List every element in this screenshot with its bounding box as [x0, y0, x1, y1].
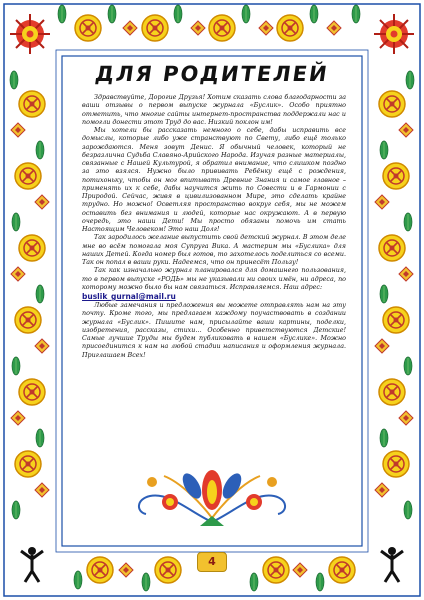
page-number-badge: 4: [197, 552, 227, 572]
person-figure-icon: [21, 547, 43, 582]
floral-ornament: [130, 452, 294, 534]
sun-symbol-icon: [10, 14, 50, 54]
page-title: ДЛЯ РОДИТЕЛЕЙ: [93, 62, 331, 86]
email-link[interactable]: buslik_gurnal@mail.ru: [82, 292, 176, 301]
paragraph: Мы хотели бы рассказать немного о себе, дабы исправить все домыслы, которые либо уже странствуют по Свету, либо ещё только зарождаются. Меня зовут Денис. Я обычный человек, который не безразлична Судьба Славяно-Арийского Народа. Изучая разные материалы, связанные с Нашей Культурой, я обратил внимание, что слишком поздно за это взялся. Нужно было прививать Ребёнку ещё с рождения, потихоньку, чтобы он мог впитывать Древние Знания и самое главное – применять их к себе, дабы научится жить по Совести и в Гармонии с Природой. Сейчас, живя в цивилизованном Мире, это сделать крайне трудно. Но можно! Осветляя пространство вокруг себя, мы не можем оставить без внимания и людей, которые нас окружают. А в первую очередь, это наши Дети! Мы просто обязаны помочь им стать Настоящим Человеком! Это наш Долг!: [82, 127, 346, 233]
paragraph: Любые замечания и предложения вы можете отправлять нам на эту почту. Кроме того, мы предлагаем каждому поучаствовать в создании журнала «Буслик». Пишите нам, присылайте ваши картины, поделки, изобретения, рассказы, стихи… Особенно приветствуются Детские! Самые лучшие Труды мы будем публиковать в нашем «Буслике». Можно присоединится к нам на любой стадии написания и оформления журнала. Приглашаем Всех!: [82, 302, 346, 359]
sun-symbol-icon: [374, 14, 414, 54]
person-figure-icon: [381, 547, 403, 582]
paragraph: Так как изначально журнал планировался для домашнего пользования, то в первом выпуске «РОДЬ» мы не указывали ни своих имён, ни адреса, по которому можно было бы нам связаться. Исправляемся. Наш адрес:: [82, 267, 346, 291]
article-body: [82, 94, 346, 360]
paragraph: Так зародилось желание выпустить свой детский журнал. В этом деле мне во всём помогала моя Супруга Вика. А мастерим мы «Буслика» для наших Детей. Когда номер был готов, то захотелось поделиться со всеми. Так он попал в ваши руки. Надеемся, что он принесёт Пользу!: [82, 234, 346, 266]
paragraph: Здравствуйте, Дорогие Друзья! Хотим сказать слова благодарности за ваши отзывы о первом выпуске журнала «Буслик». Особо приятно отметить, что многие сайты интернет-пространства поддержали нас и помогли донести этот Труд до вас. Низкий поклон им!: [82, 94, 346, 126]
